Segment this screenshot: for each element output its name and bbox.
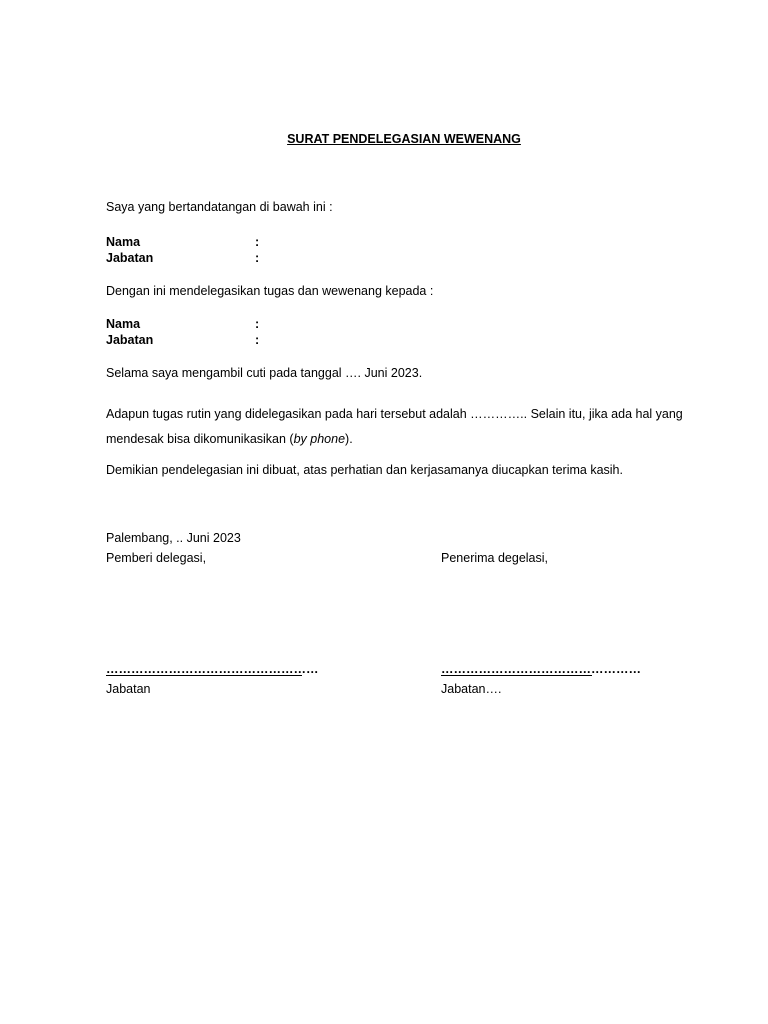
delegator-name-label: Nama xyxy=(106,235,141,249)
tasks-line-2 xyxy=(106,427,706,452)
delegatee-position: Jabatan…. xyxy=(441,682,502,696)
delegatee-position-colon: : xyxy=(255,333,260,347)
delegator-signature-rule xyxy=(106,675,302,676)
delegator-position-label: Jabatan xyxy=(106,251,154,265)
delegator-role: Pemberi delegasi, xyxy=(106,551,207,565)
delegatee-name-label: Nama xyxy=(106,317,141,331)
delegator-signature-line: …………………………………………… xyxy=(106,662,319,676)
tasks-line-2-italic: by phone xyxy=(293,432,346,446)
delegatee-signature-line: ………………………………………… xyxy=(441,662,641,676)
delegatee-name-colon: : xyxy=(255,317,260,331)
leave-statement: Selama saya mengambil cuti pada tanggal …. Juni 2023. xyxy=(106,366,423,380)
tasks-line-1: Adapun tugas rutin yang didelegasikan pada hari tersebut adalah ………….. Selain itu, jika ada hal yang xyxy=(106,407,683,421)
delegator-position: Jabatan xyxy=(106,682,151,696)
document-title: SURAT PENDELEGASIAN WEWENANG xyxy=(287,132,521,146)
tasks-line-2-prefix: mendesak bisa dikomunikasikan ( xyxy=(106,432,294,446)
intro-text: Saya yang bertandatangan di bawah ini : xyxy=(106,200,333,214)
closing-statement: Demikian pendelegasian ini dibuat, atas perhatian dan kerjasamanya diucapkan terima kasih. xyxy=(106,463,623,477)
place-date: Palembang, .. Juni 2023 xyxy=(106,531,241,545)
delegatee-role: Penerima degelasi, xyxy=(441,551,549,565)
delegatee-position-label: Jabatan xyxy=(106,333,154,347)
delegator-name-colon: : xyxy=(255,235,260,249)
delegatee-signature-rule xyxy=(441,675,592,676)
delegation-statement: Dengan ini mendelegasikan tugas dan wewenang kepada : xyxy=(106,284,434,298)
tasks-line-2-suffix: ). xyxy=(345,432,353,446)
tasks-paragraph xyxy=(106,402,706,452)
delegator-position-colon: : xyxy=(255,251,260,265)
